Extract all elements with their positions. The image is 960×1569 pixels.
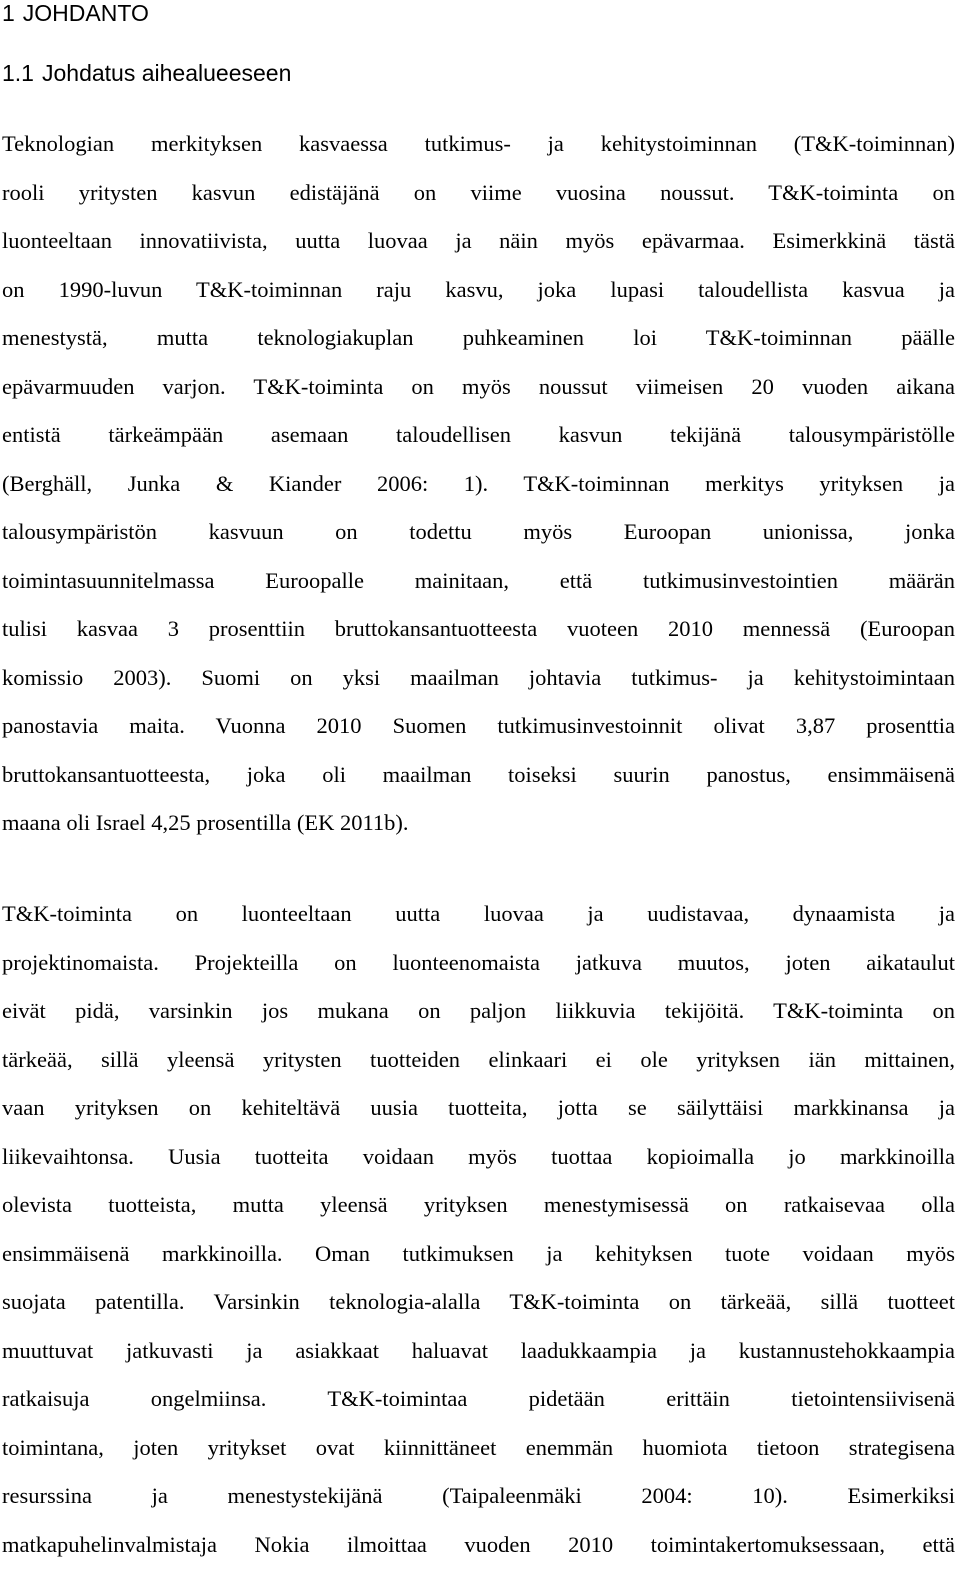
text-line: maana oli Israel 4,25 prosentilla (EK 2011b). [2,799,955,848]
body-paragraph [2,120,955,848]
text-line: suojata patentilla. Varsinkin teknologia-alalla T&K-toiminta on tärkeää, sillä tuotteet [2,1278,955,1327]
chapter-title: JOHDANTO [23,0,149,26]
text-line: olevista tuotteista, mutta yleensä yrityksen menestymisessä on ratkaisevaa olla [2,1181,955,1230]
text-line: (Berghäll, Junka & Kiander 2006: 1). T&K-toiminnan merkitys yrityksen ja [2,460,955,509]
text-line: muuttuvat jatkuvasti ja asiakkaat haluavat laadukkaampia ja kustannustehokkaampia [2,1327,955,1376]
text-line: on 1990-luvun T&K-toiminnan raju kasvu, joka lupasi taloudellista kasvua ja [2,266,955,315]
section-heading [2,58,291,88]
text-line: menestystä, mutta teknologiakuplan puhkeaminen loi T&K-toiminnan päälle [2,314,955,363]
text-line: bruttokansantuotteesta, joka oli maailman toiseksi suurin panostus, ensimmäisenä [2,751,955,800]
text-line: rooli yritysten kasvun edistäjänä on viime vuosina noussut. T&K-toiminta on [2,169,955,218]
section-title: Johdatus aihealueeseen [42,60,291,86]
text-line: matkapuhelinvalmistaja Nokia ilmoittaa vuoden 2010 toimintakertomuksessaan, että [2,1521,955,1569]
text-line: T&K-toiminta on luonteeltaan uutta luovaa ja uudistavaa, dynaamista ja [2,890,955,939]
text-line: komissio 2003). Suomi on yksi maailman johtavia tutkimus- ja kehitystoimintaan [2,654,955,703]
text-line: eivät pidä, varsinkin jos mukana on paljon liikkuvia tekijöitä. T&K-toiminta on [2,987,955,1036]
chapter-number: 1 [2,0,15,26]
text-line: panostavia maita. Vuonna 2010 Suomen tutkimusinvestoinnit olivat 3,87 prosenttia [2,702,955,751]
text-line: tulisi kasvaa 3 prosenttiin bruttokansantuotteesta vuoteen 2010 mennessä (Euroopan [2,605,955,654]
text-line: projektinomaista. Projekteilla on luonteenomaista jatkuva muutos, joten aikataulut [2,939,955,988]
text-line: entistä tärkeämpään asemaan taloudellisen kasvun tekijänä talousympäristölle [2,411,955,460]
text-line: talousympäristön kasvuun on todettu myös Euroopan unionissa, jonka [2,508,955,557]
text-line: toimintana, joten yritykset ovat kiinnittäneet enemmän huomiota tietoon strategisena [2,1424,955,1473]
section-number: 1.1 [2,60,34,86]
body-paragraph [2,890,955,1569]
text-line: vaan yrityksen on kehiteltävä uusia tuotteita, jotta se säilyttäisi markkinansa ja [2,1084,955,1133]
text-line: tärkeää, sillä yleensä yritysten tuotteiden elinkaari ei ole yrityksen iän mittainen, [2,1036,955,1085]
text-line: Teknologian merkityksen kasvaessa tutkimus- ja kehitystoiminnan (T&K-toiminnan) [2,120,955,169]
text-line: luonteeltaan innovatiivista, uutta luovaa ja näin myös epävarmaa. Esimerkkinä tästä [2,217,955,266]
text-line: epävarmuuden varjon. T&K-toiminta on myös noussut viimeisen 20 vuoden aikana [2,363,955,412]
text-line: ensimmäisenä markkinoilla. Oman tutkimuksen ja kehityksen tuote voidaan myös [2,1230,955,1279]
text-line: resurssina ja menestystekijänä (Taipaleenmäki 2004: 10). Esimerkiksi [2,1472,955,1521]
chapter-heading [2,0,149,27]
text-line: liikevaihtonsa. Uusia tuotteita voidaan myös tuottaa kopioimalla jo markkinoilla [2,1133,955,1182]
text-line: toimintasuunnitelmassa Euroopalle mainitaan, että tutkimusinvestointien määrän [2,557,955,606]
text-line: ratkaisuja ongelmiinsa. T&K-toimintaa pidetään erittäin tietointensiivisenä [2,1375,955,1424]
